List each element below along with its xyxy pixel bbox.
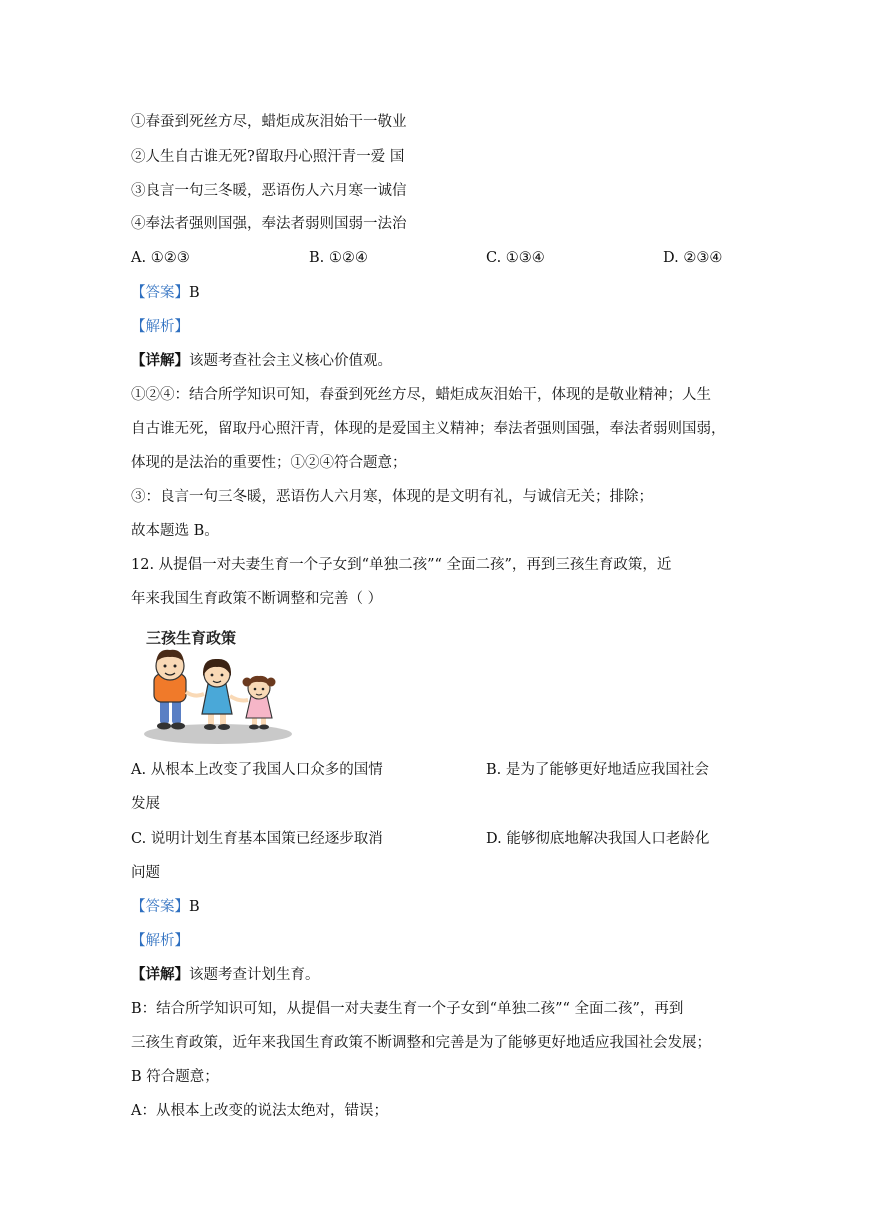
q12-analysis-tag: 【解析】 [131, 933, 189, 949]
q11-option-b: B. ①②④ [309, 250, 368, 266]
q12-option-b: B. 是为了能够更好地适应我国社会 [486, 762, 709, 778]
toddler-figure [243, 676, 276, 730]
detail-tag: 【详解】 [131, 352, 189, 369]
q11-option-c: C. ①③④ [486, 250, 545, 266]
q12-detail [131, 965, 320, 985]
illustration-caption: 三孩生育政策 [146, 629, 237, 647]
boy-figure [154, 650, 186, 730]
q12-stem-line: 年来我国生育政策不断调整和完善（ ） [131, 591, 383, 607]
statement-4: ④奉法者强则国强，奉法者弱则国弱一法治 [131, 216, 407, 232]
answer-value: B [189, 899, 200, 915]
answer-tag: 【答案】 [131, 285, 189, 301]
q11-explanation-line: 自古谁无死，留取丹心照汗青，体现的是爱国主义精神；奉法者强则国强，奉法者弱则国弱， [131, 421, 726, 437]
q11-option-d: D. ②③④ [663, 250, 723, 266]
q11-conclusion: 故本题选 B。 [131, 523, 219, 539]
q12-explanation-line: B 符合题意； [131, 1069, 219, 1085]
q11-analysis-tag: 【解析】 [131, 319, 189, 335]
q12-explanation-line: 三孩生育政策，近年来我国生育政策不断调整和完善是为了能够更好地适应我国社会发展； [131, 1035, 711, 1051]
answer-tag: 【答案】 [131, 899, 189, 915]
q11-explanation-line: ③：良言一句三冬暖，恶语伤人六月寒，体现的是文明有礼，与诚信无关；排除； [131, 489, 653, 505]
q12-option-d-continued: 问题 [131, 865, 160, 881]
three-child-policy-illustration [138, 626, 294, 748]
q12-stem-line: 12. 从提倡一对夫妻生育一个子女到“单独二孩”“ 全面二孩”，再到三孩生育政策，近 [131, 557, 672, 573]
detail-text: 该题考查计划生育。 [189, 967, 320, 983]
statement-3: ③良言一句三冬暖，恶语伤人六月寒一诚信 [131, 183, 407, 199]
q12-option-b-continued: 发展 [131, 796, 160, 812]
detail-tag: 【详解】 [131, 966, 189, 983]
statement-2: ②人生自古谁无死?留取丹心照汗青一爱 国 [131, 149, 405, 165]
detail-text: 该题考查社会主义核心价值观。 [189, 353, 392, 369]
joined-hands [186, 692, 204, 696]
girl-figure [202, 659, 232, 730]
q11-explanation-line: ①②④：结合所学知识可知，春蚕到死丝方尽，蜡炬成灰泪始干，体现的是敬业精神；人生 [131, 387, 711, 403]
q12-option-d: D. 能够彻底地解决我国人口老龄化 [486, 831, 710, 847]
q11-explanation-line: 体现的是法治的重要性；①②④符合题意； [131, 455, 407, 471]
q11-detail [131, 351, 392, 371]
q12-option-a: A. 从根本上改变了我国人口众多的国情 [131, 762, 383, 778]
q12-option-c: C. 说明计划生育基本国策已经逐步取消 [131, 831, 383, 847]
q12-answer [131, 897, 200, 917]
q12-explanation-line: A：从根本上改变的说法太绝对，错误； [131, 1103, 388, 1119]
statement-1: ①春蚕到死丝方尽，蜡炬成灰泪始干一敬业 [131, 114, 407, 130]
q11-option-a: A. ①②③ [131, 250, 190, 266]
joined-hands [230, 696, 248, 701]
q12-explanation-line: B：结合所学知识可知，从提倡一对夫妻生育一个子女到“单独二孩”“ 全面二孩”，再到 [131, 1001, 684, 1017]
q11-answer [131, 283, 200, 303]
answer-value: B [189, 285, 200, 301]
